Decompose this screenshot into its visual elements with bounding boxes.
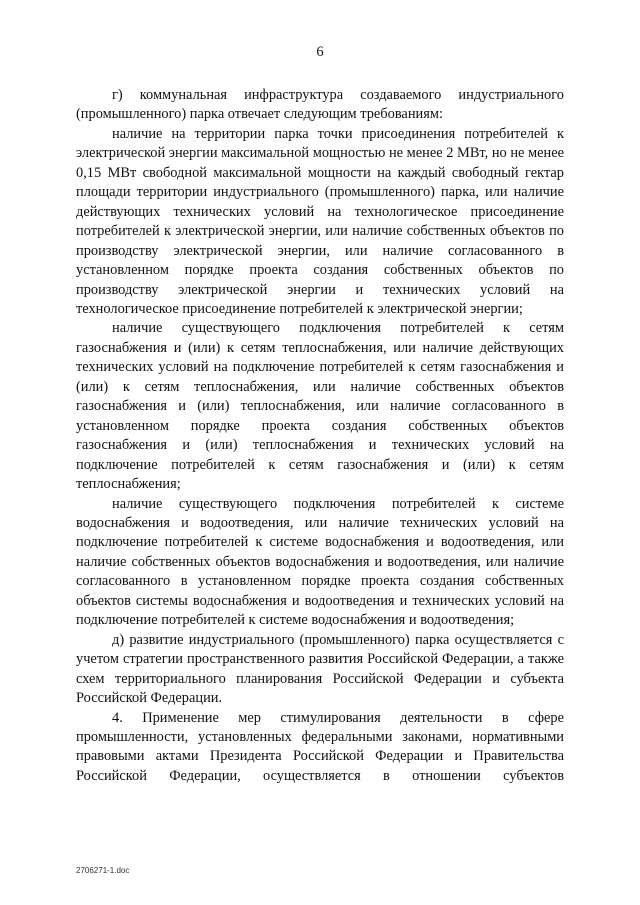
- paragraph-electric-power: наличие на территории парка точки присоединения потребителей к электрической энергии максимальной мощностью не менее 2 МВт, но не менее 0,15 МВт свободной максимальной мощности на каждый свободный гектар площади территории индустриального (промышленного) парка, или наличие действующих технических условий на технологическое присоединение потребителей к электрической энергии, или наличие собственных объектов по производству электрической энергии, или наличие согласованного в установленном порядке проекта создания собственных объектов по производству электрической энергии и технических условий на технологическое присоединение потребителей к электрической энергии;: [76, 125, 564, 317]
- paragraph-water-supply: наличие существующего подключения потребителей к системе водоснабжения и водоотведения, или наличие технических условий на подключение потребителей к системе водоснабжения и водоотведения, или наличие собственных объектов водоснабжения и водоотведения, или наличие согласованного в установленном порядке проекта создания собственных объектов системы водоснабжения и водоотведения и технических условий на подключение потребителей к системе водоснабжения и водоотведения;: [76, 495, 564, 629]
- page-number: 6: [316, 44, 324, 60]
- paragraph-4-incentives: 4. Применение мер стимулирования деятельности в сфере промышленности, установленных федеральными законами, нормативными правовыми актами Президента Российской Федерации и Правительства Российской Федерации, осуществляется в отношении субъектов: [76, 709, 564, 784]
- paragraph-gas-heat-supply: наличие существующего подключения потребителей к сетям газоснабжения и (или) к сетям теплоснабжения, или наличие действующих технических условий на подключение потребителей к сетям газоснабжения и (или) к сетям теплоснабжения, или наличие собственных объектов газоснабжения и (или) теплоснабжения, или наличие согласованного в установленном порядке проекта создания собственных объектов газоснабжения и (или) теплоснабжения и технических условий на подключение потребителей к сетям газоснабжения и (или) к сетям теплоснабжения;: [76, 320, 564, 493]
- footer-file-code: 2706271-1.doc: [76, 866, 130, 875]
- document-body: [76, 86, 564, 786]
- paragraph-d-development: д) развитие индустриального (промышленного) парка осуществляется с учетом стратегии пространственного развития Российской Федерации, а также схем территориального планирования Российской Федерации и субъекта Российской Федерации.: [76, 631, 564, 707]
- paragraph-g-utility-infrastructure: г) коммунальная инфраструктура создаваемого индустриального (промышленного) парка отвечает следующим требованиям:: [76, 87, 564, 123]
